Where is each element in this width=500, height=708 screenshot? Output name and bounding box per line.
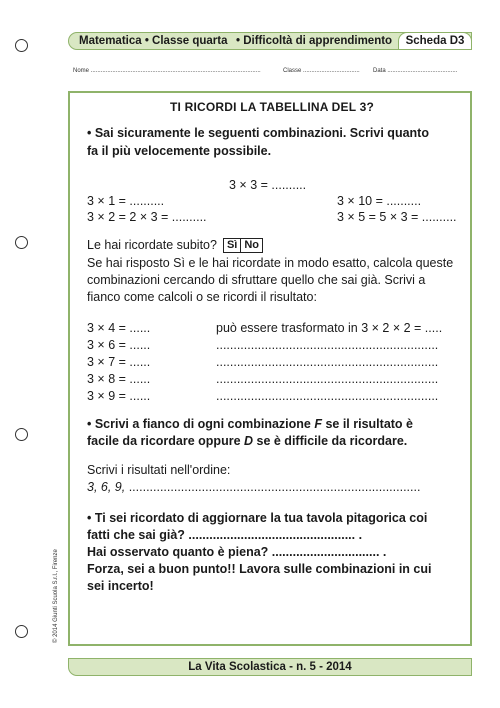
instructions-line2: combinazioni cercando di sfruttare quello che sai già. Scrivi a: [87, 273, 426, 287]
worksheet-box: [68, 91, 472, 646]
yes-option[interactable]: Sì: [226, 239, 238, 252]
yes-no-box: [223, 238, 263, 253]
binder-hole: [15, 39, 28, 52]
equation-3x5: 3 × 5 = 5 × 3 = ..........: [337, 210, 457, 224]
calc-note: ................................................................: [216, 372, 439, 386]
binder-hole: [15, 625, 28, 638]
bullet3-line5: sei incerto!: [87, 579, 154, 593]
bullet2-line1: [87, 417, 413, 431]
bullet2-text: • Scrivi a fianco di ogni combinazione: [87, 417, 315, 431]
bullet3-line1: • Ti sei ricordato di aggiornare la tua tavola pitagorica coi: [87, 511, 428, 525]
bullet2-text: se è difficile da ricordare.: [253, 434, 408, 448]
calc-expr: 3 × 6 = ......: [87, 338, 151, 352]
letter-d: D: [244, 434, 254, 448]
equation-3x10: 3 × 10 = ..........: [337, 194, 422, 208]
no-option[interactable]: No: [240, 239, 262, 252]
worksheet-title: TI RICORDI LA TABELLINA DEL 3?: [170, 100, 374, 114]
calc-expr: 3 × 4 = ......: [87, 321, 151, 335]
date-field[interactable]: Data ..........................................: [373, 68, 458, 74]
results-start: 3, 6, 9,: [87, 480, 126, 494]
calc-expr: 3 × 9 = ......: [87, 389, 151, 403]
calc-note: ................................................................: [216, 338, 439, 352]
bullet1-line1: • Sai sicuramente le seguenti combinazioni. Scrivi quanto: [87, 126, 429, 140]
results-dots[interactable]: ....................................................................................: [125, 480, 421, 494]
footer-bar: La Vita Scolastica - n. 5 - 2014: [68, 658, 472, 676]
equation-3x2: 3 × 2 = 2 × 3 = ..........: [87, 210, 207, 224]
copyright-note: © 2014 Giunti Scuola S.r.l., Firenze: [53, 549, 59, 643]
name-field[interactable]: Nome ......................................................................................................: [73, 68, 261, 74]
bullet1-line2: fa il più velocemente possibile.: [87, 144, 272, 158]
header-bar: [68, 32, 472, 50]
results-label: Scrivi i risultati nell'ordine:: [87, 463, 231, 477]
calc-note: può essere trasformato in 3 × 2 × 2 = .....: [216, 321, 443, 335]
subject-label: Matematica • Classe quarta: [79, 35, 228, 47]
bullet2-line2: [87, 434, 407, 448]
bullet2-text: facile da ricordare oppure: [87, 434, 244, 448]
sheet-tab: Scheda D3: [398, 32, 472, 50]
recall-question-text: Le hai ricordate subito?: [87, 238, 217, 252]
calc-note: ................................................................: [216, 389, 439, 403]
calc-note: ................................................................: [216, 355, 439, 369]
letter-f: F: [314, 417, 322, 431]
binder-hole: [15, 236, 28, 249]
bullet3-line3: Hai osservato quanto è piena? ............................... .: [87, 545, 387, 559]
equation-3x3: 3 × 3 = ..........: [229, 178, 307, 192]
binder-hole: [15, 428, 28, 441]
topic-label: • Difficoltà di apprendimento: [236, 35, 393, 47]
instructions-line1: Se hai risposto Sì e le hai ricordate in modo esatto, calcola queste: [87, 256, 454, 270]
calc-expr: 3 × 7 = ......: [87, 355, 151, 369]
instructions-line3: fianco come calcoli o se ricordi il risultato:: [87, 290, 317, 304]
recall-question: [87, 238, 263, 253]
equation-3x1: 3 × 1 = ..........: [87, 194, 165, 208]
bullet3-line4: Forza, sei a buon punto!! Lavora sulle combinazioni in cui: [87, 562, 432, 576]
calc-expr: 3 × 8 = ......: [87, 372, 151, 386]
bullet2-text: se il risultato è: [321, 417, 413, 431]
results-line: [87, 480, 420, 494]
class-field[interactable]: Classe ..................................: [283, 68, 360, 74]
bullet3-line2: fatti che sai già? ................................................ .: [87, 528, 363, 542]
